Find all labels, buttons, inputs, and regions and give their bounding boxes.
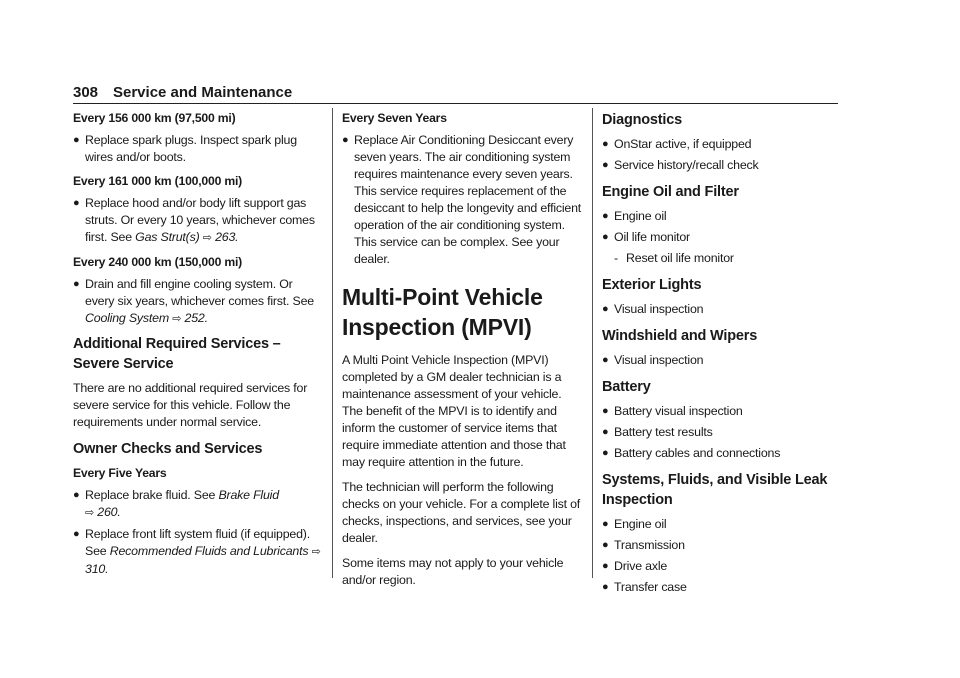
- interval-156000: Every 156 000 km (97,500 mi): [73, 111, 236, 125]
- dash-icon: -: [614, 251, 618, 265]
- list-item: ● Transfer case: [602, 580, 687, 594]
- bullet-icon: ●: [602, 560, 609, 572]
- bullet-icon: ●: [602, 447, 609, 459]
- paragraph: A Multi Point Vehicle Inspection (MPVI) completed by a GM dealer technician is a maintenance assessment of your vehicle. The benefit of the MPVI is to identify and inform the customer of service items that require immediate attention and those that may require attention in the future.: [342, 353, 566, 469]
- bullet-icon: ●: [602, 303, 609, 315]
- list-item: ● Drain and fill engine cooling system. Or every six years, whichever comes first. See Cooling System ⇨ 252.: [73, 277, 314, 325]
- header-divider: [73, 103, 838, 104]
- page-reference[interactable]: 263.: [215, 230, 239, 244]
- bullet-icon: ●: [73, 278, 80, 290]
- bullet-icon: ●: [602, 405, 609, 417]
- heading-owner-checks: Owner Checks and Services: [73, 441, 263, 457]
- list-item: ● Visual inspection: [602, 302, 704, 316]
- list-item: ● OnStar active, if equipped: [602, 137, 752, 151]
- heading-mpvi: Multi-Point Vehicle Inspection (MPVI): [342, 284, 543, 340]
- list-item: ● Battery visual inspection: [602, 404, 743, 418]
- page-header: [73, 84, 838, 104]
- list-item: ● Engine oil: [602, 209, 667, 223]
- bullet-icon: ●: [602, 518, 609, 530]
- page-arrow-icon: ⇨: [85, 507, 95, 519]
- bullet-icon: ●: [602, 426, 609, 438]
- page-reference[interactable]: 310.: [85, 562, 109, 576]
- page-arrow-icon: ⇨: [172, 313, 182, 325]
- list-item: ● Service history/recall check: [602, 158, 759, 172]
- bullet-icon: ●: [602, 581, 609, 593]
- bullet-icon: ●: [602, 159, 609, 171]
- bullet-icon: ●: [602, 138, 609, 150]
- heading-battery: Battery: [602, 379, 651, 395]
- interval-240000: Every 240 000 km (150,000 mi): [73, 255, 243, 269]
- list-item: ● Replace spark plugs. Inspect spark plug wires and/or boots.: [73, 133, 297, 164]
- bullet-icon: ●: [73, 197, 80, 209]
- page-reference[interactable]: 252.: [184, 311, 208, 325]
- list-item: ● Visual inspection: [602, 353, 704, 367]
- list-item: ● Replace brake fluid. See Brake Fluid ⇨ 260.: [73, 488, 279, 519]
- column-divider-2: [592, 108, 593, 578]
- bullet-icon: ●: [602, 539, 609, 551]
- heading-systems-fluids: Systems, Fluids, and Visible Leak Inspection: [602, 472, 828, 508]
- bullet-icon: ●: [602, 354, 609, 366]
- bullet-icon: ●: [342, 134, 349, 146]
- column-1: [73, 110, 323, 582]
- heading-additional-services: Additional Required Services – Severe Service: [73, 336, 281, 372]
- list-item: ● Drive axle: [602, 559, 668, 573]
- interval-five-years: Every Five Years: [73, 466, 167, 480]
- heading-engine-oil: Engine Oil and Filter: [602, 184, 739, 200]
- list-item: ● Replace front lift system fluid (if equipped). See Recommended Fluids and Lubricants ⇨ 310.: [73, 527, 321, 576]
- bullet-icon: ●: [73, 489, 80, 501]
- cross-reference-link[interactable]: Brake Fluid: [218, 488, 279, 502]
- bullet-icon: ●: [602, 231, 609, 243]
- heading-exterior-lights: Exterior Lights: [602, 277, 702, 293]
- paragraph: Some items may not apply to your vehicle and/or region.: [342, 556, 564, 587]
- interval-seven-years: Every Seven Years: [342, 111, 447, 125]
- page-arrow-icon: ⇨: [202, 232, 212, 244]
- heading-windshield: Windshield and Wipers: [602, 328, 758, 344]
- list-item: ● Battery test results: [602, 425, 713, 439]
- page-arrow-icon: ⇨: [311, 546, 321, 558]
- column-2: [342, 110, 582, 597]
- cross-reference-link[interactable]: Gas Strut(s): [135, 230, 200, 244]
- cross-reference-link[interactable]: Recommended Fluids and Lubricants: [109, 544, 309, 558]
- bullet-icon: ●: [73, 134, 80, 146]
- bullet-icon: ●: [73, 528, 80, 540]
- interval-161000: Every 161 000 km (100,000 mi): [73, 174, 243, 188]
- section-title: Service and Maintenance: [113, 84, 293, 101]
- list-item: ● Replace hood and/or body lift support gas struts. Or every 10 years, whichever comes first. See Gas Strut(s) ⇨ 263.: [73, 196, 315, 244]
- list-item: ● Battery cables and connections: [602, 446, 781, 460]
- column-3: [602, 110, 838, 600]
- heading-diagnostics: Diagnostics: [602, 112, 682, 128]
- list-item: ● Replace Air Conditioning Desiccant every seven years. The air conditioning system requires maintenance every seven years. This service requires replacement of the desiccant to help the longevity and efficient operation of the air conditioning system. This service can be complex. See your dealer.: [342, 133, 582, 266]
- paragraph: There are no additional required services for severe service for this vehicle. Follow the requirements under normal service.: [73, 381, 308, 429]
- list-item: ● Transmission: [602, 538, 685, 552]
- page-reference[interactable]: 260.: [97, 505, 121, 519]
- list-item: ● Engine oil: [602, 517, 667, 531]
- column-divider-1: [332, 108, 333, 578]
- cross-reference-link[interactable]: Cooling System: [85, 311, 169, 325]
- page-number: 308: [73, 84, 99, 101]
- paragraph: The technician will perform the following checks on your vehicle. For a complete list of checks, inspections, and services, see your dealer.: [342, 480, 581, 545]
- bullet-icon: ●: [602, 210, 609, 222]
- list-item: ● Oil life monitor: [602, 230, 690, 244]
- sub-list-item: - Reset oil life monitor: [614, 251, 734, 265]
